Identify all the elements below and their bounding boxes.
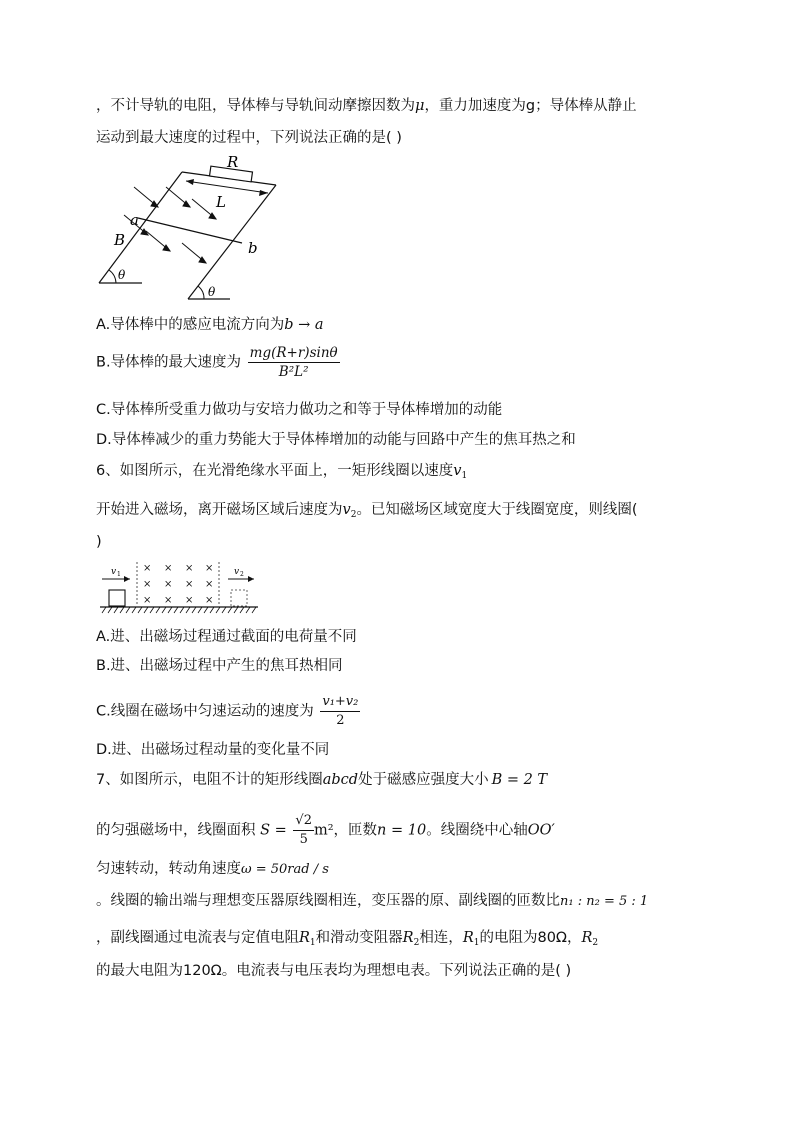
area-fraction <box>293 812 314 849</box>
svg-text:×: × <box>205 595 214 606</box>
q5-option-b <box>96 344 340 381</box>
q7-stem-text: 的匀强磁场中，线圈面积 <box>96 822 256 839</box>
fraction-denominator: 5 <box>299 832 308 847</box>
max-speed-fraction <box>248 344 340 381</box>
q7-stem-text: 。线圈绕中心轴 <box>426 822 528 839</box>
subscript: 2 <box>592 938 599 948</box>
subscript: 2 <box>413 938 420 948</box>
q5-option-a <box>96 315 324 335</box>
v1-label: v <box>111 567 117 577</box>
fraction-numerator: v₁+v₂ <box>320 693 360 712</box>
q5-stem-line2: 运动到最大速度的过程中，下列说法正确的是( ) <box>96 130 402 146</box>
l-dimension-line <box>186 181 268 193</box>
q6-stem-text: 。已知磁场区域宽度大于线圈宽度，则线圈( <box>356 502 638 518</box>
r1-symbol: R <box>462 930 474 946</box>
v1-sub-label: 1 <box>117 571 121 578</box>
q7-stem-line3 <box>96 859 329 880</box>
q7-stem-line4 <box>96 891 648 912</box>
r1-symbol: R <box>299 930 310 946</box>
subscript: 1 <box>461 471 468 481</box>
svg-text:×: × <box>143 563 152 574</box>
left-rail <box>99 172 182 283</box>
svg-text:×: × <box>185 563 194 574</box>
q6-magnetic-field-figure <box>100 560 260 616</box>
subscript: 1 <box>309 938 316 948</box>
angular-velocity-value: ω = 50rad / s <box>241 862 329 877</box>
q6-option-b: B.进、出磁场过程中产生的焦耳热相同 <box>96 658 343 674</box>
q7-stem-text: ，匝数 <box>333 822 378 839</box>
svg-text:×: × <box>205 563 214 574</box>
coil-abcd: abcd <box>322 772 359 788</box>
fraction-denominator: 2 <box>336 713 345 728</box>
r2-symbol: R <box>402 930 414 946</box>
b-field-value: B = 2 T <box>491 772 548 788</box>
fraction-numerator: √2 <box>293 812 314 831</box>
q6-stem-text: 6、如图所示，在光滑绝缘水平面上，一矩形线圈以速度 <box>96 463 454 479</box>
point-b-label: b <box>248 239 258 257</box>
q5-stem-text: ，不计导轨的电阻，导体棒与导轨间动摩擦因数为 <box>96 98 415 114</box>
q5-stem-line1 <box>96 96 637 116</box>
q7-stem-text: 匀速转动，转动角速度 <box>96 861 241 877</box>
option-text: C.线圈在磁场中匀速运动的速度为 <box>96 703 314 720</box>
turns-ratio-value: n₁ : n₂ = 5 : 1 <box>560 894 649 909</box>
theta-right-label: θ <box>208 285 216 299</box>
rotation-axis: OO′ <box>527 822 555 839</box>
ground-hatch <box>102 607 256 613</box>
subscript: 1 <box>473 938 480 948</box>
svg-text:×: × <box>164 563 173 574</box>
q7-stem-text: 。线圈的输出端与理想变压器原线圈相连，变压器的原、副线圈的匝数比 <box>96 893 560 909</box>
q7-stem-text: ，副线圈通过电流表与定值电阻 <box>96 930 299 946</box>
q6-option-a: A.进、出磁场过程通过截面的电荷量不同 <box>96 629 357 645</box>
q6-stem-line3: ) <box>96 534 102 550</box>
right-rail <box>188 185 276 299</box>
q7-stem-line6: 的最大电阻为120Ω。电流表与电压表均为理想电表。下列说法正确的是( ) <box>96 963 572 979</box>
q6-stem-text: 开始进入磁场，离开磁场区域后速度为 <box>96 502 343 518</box>
svg-text:×: × <box>143 595 152 606</box>
r2-symbol: R <box>581 930 593 946</box>
option-text: B.导体棒的最大速度为 <box>96 354 242 371</box>
arrow-head-icon <box>186 179 194 185</box>
q7-stem-line5 <box>96 928 598 953</box>
q6-stem-line1 <box>96 461 467 486</box>
svg-text:×: × <box>164 595 173 606</box>
area-unit: m² <box>313 822 334 839</box>
coil-before <box>109 590 125 606</box>
option-text: A.导体棒中的感应电流方向为 <box>96 317 285 333</box>
theta-left-label: θ <box>118 268 126 282</box>
q7-stem-text: 7、如图所示，电阻不计的矩形线圈 <box>96 772 323 788</box>
mu-symbol: μ <box>415 98 425 114</box>
svg-text:×: × <box>205 579 214 590</box>
current-direction: b → a <box>284 317 324 333</box>
turns-value: n = 10 <box>377 822 427 839</box>
v1-symbol: v <box>453 463 462 479</box>
q7-stem-text: 和滑动变阻器 <box>315 930 403 946</box>
svg-text:×: × <box>185 595 194 606</box>
area-symbol: S = <box>260 822 287 839</box>
v2-sub-label: 2 <box>240 571 244 578</box>
arrow-head-icon <box>248 576 254 582</box>
fraction-numerator: mg(R+r)sinθ <box>249 345 338 361</box>
subscript: 2 <box>350 510 357 520</box>
field-crosses <box>143 563 213 606</box>
q7-stem-text: 相连， <box>419 930 463 946</box>
point-a-label: a <box>130 211 139 229</box>
svg-text:×: × <box>143 579 152 590</box>
q5-option-c: C.导体棒所受重力做功与安培力做功之和等于导体棒增加的动能 <box>96 402 503 418</box>
q5-stem-text: ，重力加速度为g；导体棒从静止 <box>424 98 637 114</box>
resistor-label: R <box>227 155 239 171</box>
svg-text:×: × <box>185 579 194 590</box>
average-speed-fraction <box>320 693 360 730</box>
angle-arc-left <box>109 270 116 283</box>
coil-after <box>231 590 247 606</box>
v2-label: v <box>234 567 240 577</box>
q7-stem-text: 处于磁感应强度大小 <box>358 772 489 788</box>
q5-incline-rail-figure <box>96 155 286 305</box>
arrow-head-icon <box>259 190 268 196</box>
q6-option-d: D.进、出磁场过程动量的变化量不同 <box>96 742 330 758</box>
fraction-denominator: B²L² <box>278 364 309 380</box>
length-label: L <box>216 193 226 211</box>
q6-stem-line2 <box>96 500 638 525</box>
angle-arc-right <box>198 286 204 299</box>
v2-symbol: v <box>342 502 351 518</box>
arrow-head-icon <box>124 576 130 582</box>
q7-stem-text: 的电阻为80Ω， <box>479 930 582 946</box>
field-b-label: B <box>114 231 126 249</box>
q7-stem-line2 <box>96 812 555 849</box>
q5-option-d: D.导体棒减少的重力势能大于导体棒增加的动能与回路中产生的焦耳热之和 <box>96 432 576 448</box>
q6-option-c <box>96 693 360 730</box>
q7-stem-line1 <box>96 770 547 790</box>
svg-text:×: × <box>164 579 173 590</box>
conductor-rod <box>138 218 242 243</box>
